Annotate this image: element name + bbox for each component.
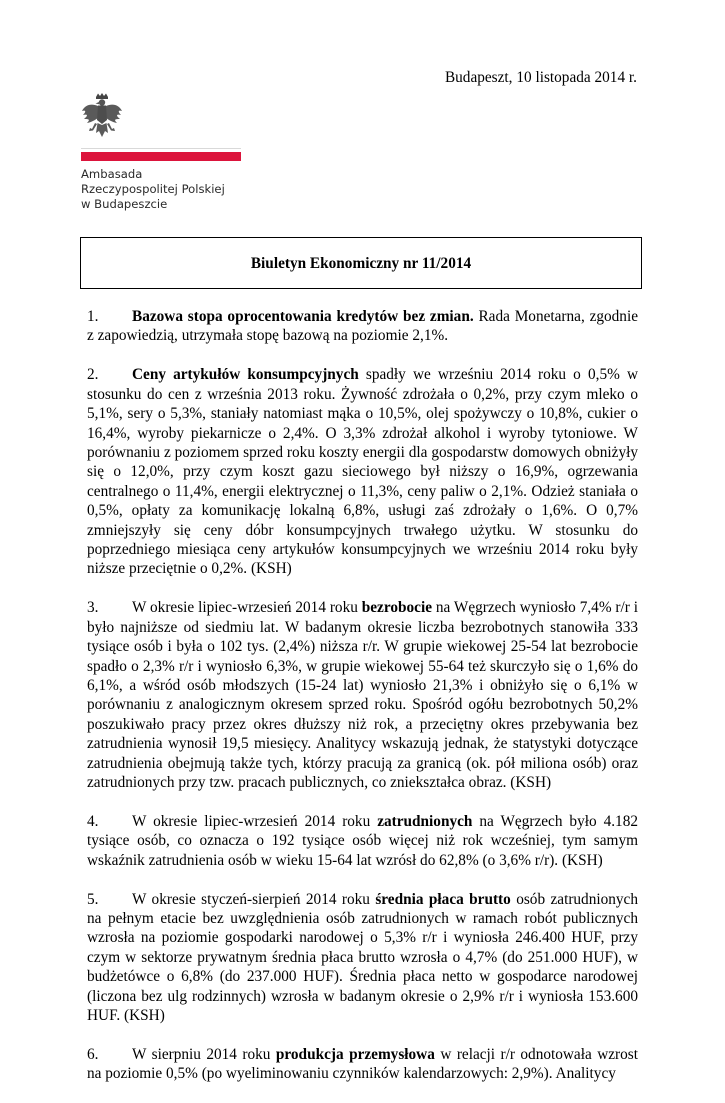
paragraph-number: 3.: [87, 599, 99, 617]
paragraph-keyword: Bazowa stopa oprocentowania kredytów bez zmian.: [132, 308, 474, 325]
paragraph: [87, 598, 638, 792]
paragraph-lead: W okresie styczeń-sierpień 2014 roku: [132, 890, 376, 908]
paragraph: [87, 365, 638, 578]
paragraph-keyword: średnia płaca brutto: [375, 890, 511, 908]
embassy-line: Ambasada: [81, 167, 143, 181]
paragraph-body: na Węgrzech wyniosło 7,4% r/r i było najniższe od siedmiu lat. W badanym okresie liczba bezrobotnych stanowiła 333 tysiące osób i była o 102 tys. (2,4%) niższa r/r. W grupie wiekowej 25-54 lat bezrobocie spadło o 2,3% r/r i wyniosło 6,3%, w grupie wiekowej 55-64 też skurczyło się o 1,6% do 6,1%, a wśród osób młodszych (15-24 lat) wyniosło 21,3% i obniżyło się o 6,1% w porównaniu z analogicznym okresem sprzed roku. Spośród ogółu bezrobotnych 50,2% poszukiwało pracy przez okres dłuższy niż rok, a przeciętny okres przebywania bez zatrudnienia wynosił 19,5 miesięcy. Analitycy wskazują jednak, że statystyki dotyczące zatrudnienia obejmują także tych, którzy pracują za granicą (ok. pół miliona osób) oraz zatrudnionych przy tzw. pracach publicznych, co zniekształca obraz. (KSH): [87, 599, 638, 791]
paragraph-body: w relacji r/r odnotowała wzrost na poziomie 0,5% (po wyeliminowaniu czynników kalendarzowych: 2,9%). Analitycy: [87, 1045, 638, 1083]
paragraph-lead: W okresie lipiec-wrzesień 2014 roku: [132, 812, 378, 830]
paragraph-number: 4.: [87, 812, 99, 830]
paragraph: [87, 812, 638, 870]
paragraph: [87, 890, 638, 1026]
paragraph-body: osób zatrudnionych na pełnym etacie bez uwzględnienia osób zatrudnionych w ramach robót publicznych wzrosła na poziomie gospodarki narodowej o 5,3% r/r i wyniosła 246.400 HUF, przy czym w sektorze prywatnym średnia płaca brutto wzrosła o 4,7% (do 251.000 HUF), w budżetówce o 6,8% (do 237.000 HUF). Średnia płaca netto w gospodarce narodowej (liczona bez ulg rodzinnych) wzrosła w badanym okresie o 2,9% r/r i wyniosła 153.600 HUF. (KSH): [87, 890, 638, 1024]
paragraph-lead: W sierpniu 2014 roku: [132, 1045, 276, 1063]
flag-white-stripe: [81, 148, 241, 149]
paragraph-keyword: produkcja przemysłowa: [275, 1045, 435, 1063]
paragraph: [87, 307, 638, 346]
paragraph: [87, 1045, 638, 1084]
paragraph-lead: W okresie lipiec-wrzesień 2014 roku: [132, 599, 362, 617]
date-line: Budapeszt, 10 listopada 2014 r.: [444, 69, 637, 86]
bulletin-title: Biuletyn Ekonomiczny nr 11/2014: [250, 255, 472, 272]
paragraph-body: na Węgrzech było 4.182 tysiące osób, co oznacza o 192 tysiące osób więcej niż rok wcześniej, tym samym wskaźnik zatrudnienia osób w wieku 15-64 lat wzrósł do 62,8% (o 3,6% r/r). (KSH): [87, 812, 638, 869]
bulletin-content: [87, 307, 638, 1103]
paragraph-keyword: bezrobocie: [361, 599, 432, 617]
embassy-name: [81, 167, 225, 212]
bulletin-title-box: [80, 237, 642, 289]
paragraph-keyword: zatrudnionych: [377, 812, 473, 830]
paragraph-number: 1.: [87, 308, 99, 325]
embassy-line: w Budapeszcie: [81, 197, 168, 211]
embassy-line: Rzeczypospolitej Polskiej: [81, 182, 225, 196]
polish-eagle-emblem-icon: [81, 93, 123, 141]
flag-red-stripe: [81, 152, 241, 161]
paragraph-body: Rada Monetarna, zgodnie z zapowiedzią, utrzymała stopę bazową na poziomie 2,1%.: [87, 308, 638, 345]
paragraph-keyword: Ceny artykułów konsumpcyjnych: [132, 366, 359, 384]
paragraph-number: 6.: [87, 1045, 99, 1063]
paragraph-number: 2.: [87, 366, 99, 384]
paragraph-number: 5.: [87, 890, 99, 908]
paragraph-body: spadły we wrześniu 2014 roku o 0,5% w stosunku do cen z września 2013 roku. Żywność zdrożała o 0,2%, przy czym mleko o 5,1%, sery o 5,3%, staniały natomiast mąka o 10,5%, olej spożywczy o 10,8%, cukier o 16,4%, wyroby piekarnicze o 2,4%. O 3,3% zdrożał alkohol i wyroby tytoniowe. W porównaniu z poziomem sprzed roku koszty energii dla gospodarstw domowych obniżyły się o 12,0%, przy czym koszt gazu sieciowego był niższy o 16,9%, ogrzewania centralnego o 11,4%, energii elektrycznej o 11,3%, ceny paliw o 2,1%. Odzież staniała o 0,5%, opłaty za komunikację lokalną 6,8%, usługi zaś zdrożały o 1,6%. O 0,7% zmniejszyły się ceny dóbr konsumpcyjnych trwałego użytku. W stosunku do poprzedniego miesiąca ceny artykułów konsumpcyjnych we wrześniu 2014 roku były niższe przeciętnie o 0,2%. (KSH): [87, 366, 639, 578]
